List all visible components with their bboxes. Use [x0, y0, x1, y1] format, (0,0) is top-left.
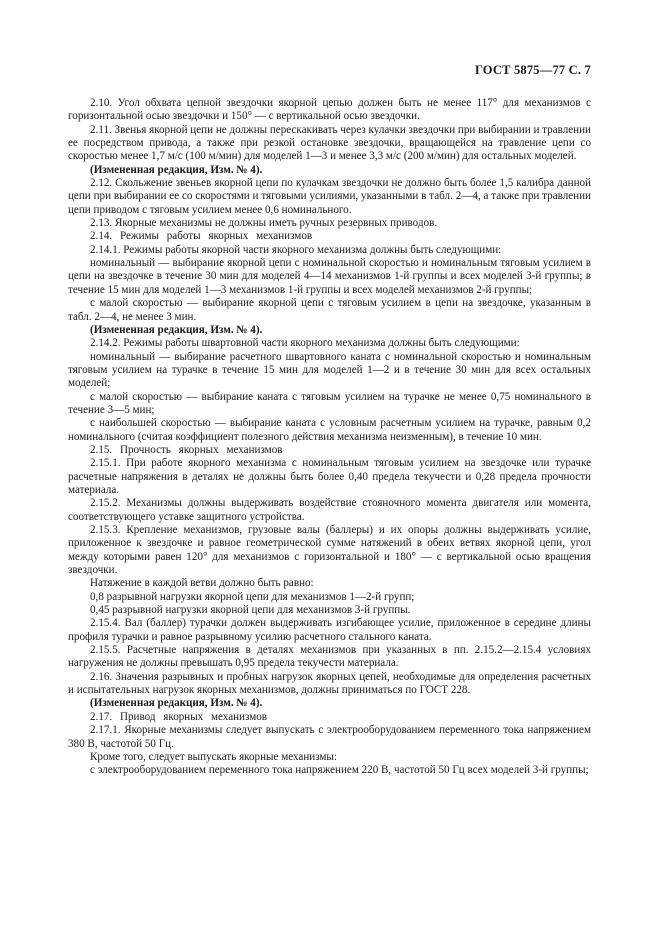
paragraph: с электрооборудованием переменного тока напряжением 220 В, частотой 50 Гц всех моделей 3-й группы;	[90, 764, 589, 777]
section-heading: 2.15. Прочность якорных механизмов	[90, 443, 283, 456]
paragraph: 2.15.5. Расчетные напряжения в деталях механизмов при указанных в пп. 2.15.2—2.15.4 условиях нагружения не должны превышать 0,95 предела текучести материала.	[68, 644, 591, 670]
paragraph: 2.15.3. Крепление механизмов, грузовые валы (баллеры) и их опоры должны выдерживать усилие, приложенное к звездочке и равное геометрической сумме натяжений в обеих ветвях якорной цепи, угол между которыми равен 120° для механизмов с горизонтальной и 180° — с вертикальной осью вращения звездочки.	[68, 524, 591, 577]
document-body	[68, 97, 591, 778]
paragraph: 2.10. Угол обхвата цепной звездочки якорной цепью должен быть не менее 117° для механизмов с горизонтальной осью звездочки и 150° — с вертикальной осью звездочки.	[68, 97, 591, 123]
paragraph: 0,45 разрывной нагрузки якорной цепи для механизмов 3-й группы.	[90, 604, 411, 617]
paragraph: 2.14.1. Режимы работы якорной части якорного механизма должны быть следующими:	[90, 243, 502, 256]
page-header: ГОСТ 5875—77 С. 7	[474, 63, 591, 77]
paragraph: 2.16. Значения разрывных и пробных нагрузок якорных цепей, необходимые для определения расчетных и испытательных нагрузок якорных механизмов, должны приниматься по ГОСТ 228.	[68, 670, 591, 697]
paragraph: номинальный — выбирание якорной цепи с номинальной скоростью и номинальным тяговым усилием в цепи на звездочке в течение 30 мин для моделей 4—14 механизмов 1-й группы и всех моделей 3-й группы; в течение 15 мин для моделей 1—3 механизмов 1-й группы и всех моделей механизмов 2-й группы;	[68, 257, 591, 296]
paragraph: 0,8 разрывной нагрузки якорной цепи для механизмов 1—2-й групп;	[90, 590, 415, 603]
amendment-note: (Измененная редакция, Изм. № 4).	[90, 323, 263, 336]
paragraph: с наибольшей скоростью — выбирание каната с условным расчетным усилием на турачке, равным 0,2 номинального (считая коэффициент полезного действия механизма неизменным), в течение 10 мин.	[68, 417, 591, 443]
paragraph: с малой скоростью — выбирание якорной цепи с тяговым усилием в цепи на звездочке, указанным в табл. 2—4, не менее 3 мин.	[68, 297, 591, 323]
amendment-note: (Измененная редакция, Изм. № 4).	[90, 163, 263, 176]
paragraph: Натяжение в каждой ветви должно быть равно:	[90, 577, 314, 590]
paragraph: 2.13. Якорные механизмы не должны иметь ручных резервных приводов.	[90, 217, 438, 230]
section-heading: 2.14. Режимы работы якорных механизмов	[90, 230, 313, 243]
paragraph: 2.14.2. Режимы работы швартовной части якорного механизма должны быть следующими:	[90, 337, 520, 350]
paragraph: с малой скоростью — выбирание каната с тяговым усилием на турачке не менее 0,75 номинального в течение 3—5 мин;	[68, 390, 591, 416]
paragraph: 2.15.2. Механизмы должны выдерживать воздействие стояночного момента двигателя или момента, соответствующего уставке защитного устройства.	[68, 497, 591, 523]
paragraph: 2.11. Звенья якорной цепи не должны перескакивать через кулачки звездочки при выбирании и травлении ее посредством привода, а также при резкой остановке звездочки, вращающейся на травление цепи со скоростью менее 1,7 м/с (100 м/мин) для моделей 1—3 и менее 3,3 м/с (200 м/мин) для остальных моделей.	[68, 123, 591, 163]
paragraph: 2.17.1. Якорные механизмы следует выпускать с электрооборудованием переменного тока напряжением 380 В, частотой 50 Гц.	[68, 724, 591, 750]
paragraph: 2.15.1. При работе якорного механизма с номинальным тяговым усилием на звездочке или турачке расчетные напряжения в деталях не должны быть более 0,40 предела текучести и 0,28 предела прочности материала.	[68, 457, 591, 496]
section-heading: 2.17. Привод якорных механизмов	[90, 710, 268, 723]
amendment-note: (Измененная редакция, Изм. № 4).	[90, 697, 263, 710]
paragraph: номинальный — выбирание расчетного швартовного каната с номинальной скоростью и номинальным тяговым усилием на турачке в течение 15 мин для моделей 1—2 и в течение 30 мин для всех остальных моделей;	[68, 350, 591, 390]
paragraph: 2.15.4. Вал (баллер) турачки должен выдерживать изгибающее усилие, приложенное в середине длины профиля турачки и равное разрывному усилию расчетного стального каната.	[68, 617, 591, 643]
paragraph: Кроме того, следует выпускать якорные механизмы:	[90, 750, 337, 763]
paragraph: 2.12. Скольжение звеньев якорной цепи по кулачкам звездочки не должно быть более 1,5 калибра данной цепи при выбирании ее со скоростями и тяговыми усилиями, указанными в табл. 2—4, а также при травлении цепи приводом с тяговым усилием менее 0,6 номинального.	[68, 177, 591, 216]
